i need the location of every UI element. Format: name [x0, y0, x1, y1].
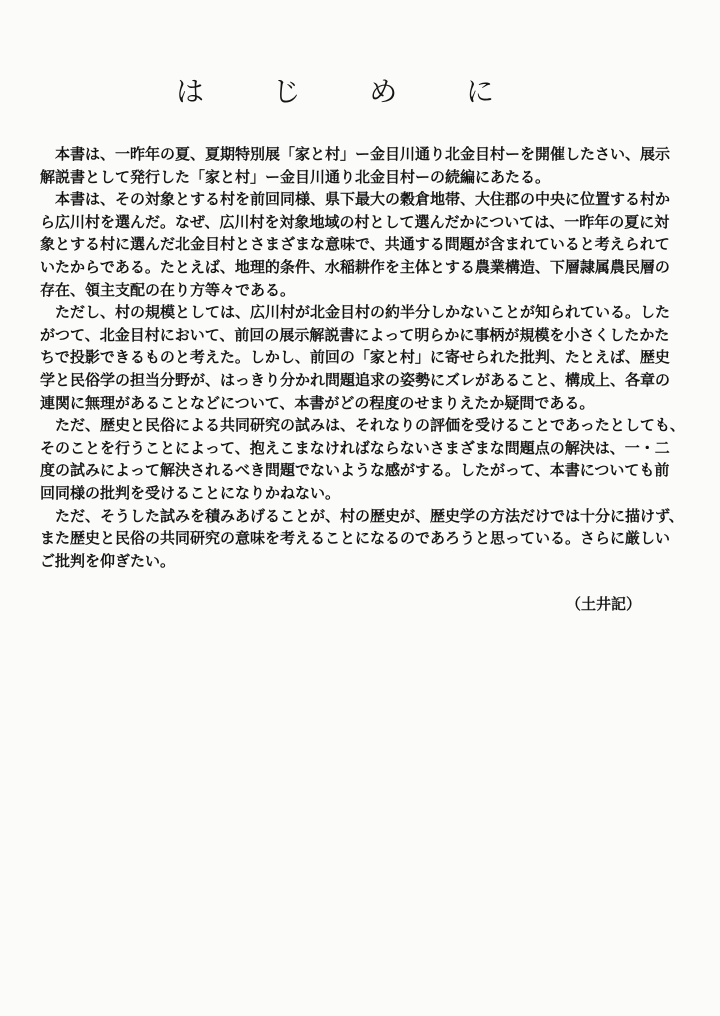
text-line: 度の試みによって解決されるべき問題でないような感がする。したがって、本書についても前	[40, 461, 670, 480]
paragraph-1	[40, 143, 696, 188]
text-line: ただ、そうした試みを積みあげることが、村の歴史が、歴史学の方法だけでは十分に描けず、	[55, 506, 684, 525]
text-line: 本書は、一昨年の夏、夏期特別展「家と村」ー金目川通り北金目村ーを開催したさい、展示	[55, 145, 671, 163]
paragraph-2	[40, 188, 696, 301]
paragraph-3	[40, 301, 696, 414]
text-line: ご批判を仰ぎたい。	[40, 551, 176, 570]
text-line: そのことを行うことによって、抱えこまなければならないさまざまな問題点の解決は、一・二	[40, 438, 670, 457]
title-char: じ	[272, 75, 301, 108]
text-line: ら広川村を選んだ。なぜ、広川村を対象地域の村として選んだかについては、一昨年の夏に対	[40, 212, 670, 231]
text-line: がつて、北金目村において、前回の展示解説書によって明らかに事柄が規模を小さくしたかた	[40, 325, 670, 344]
text-line: いたからである。たとえば、地理的条件、水稲耕作を主体とする農業構造、下層隷属農民層の	[40, 257, 670, 276]
text-line: 学と民俗学の担当分野が、はっきり分かれ問題追求の姿勢にズレがあること、構成上、各章の	[40, 370, 671, 389]
title-char: め	[369, 75, 398, 108]
paragraph-4	[40, 414, 696, 504]
text-line: 象とする村に選んだ北金目村とさまざまな意味で、共通する問題が含まれていると考えられて	[40, 235, 670, 254]
text-line: 本書は、その対象とする村を前回同様、県下最大の穀倉地帯、大住郡の中央に位置する村か	[55, 190, 671, 209]
text-line: ただ、歴史と民俗による共同研究の試みは、それなりの評価を受けることであったとしても、	[55, 416, 685, 435]
text-line: ただし、村の規模としては、広川村が北金目村の約半分しかないことが知られている。した	[55, 303, 671, 322]
text-line: 解説書として発行した「家と村」ー金目川通り北金目村ーの続編にあたる。	[40, 167, 551, 186]
text-line: 回同様の批判を受けることになりかねない。	[40, 483, 341, 502]
title-char: に	[465, 75, 494, 108]
paragraph-5	[40, 505, 696, 573]
page-title	[170, 70, 500, 110]
author-signature: （土井記）	[566, 595, 642, 613]
title-char: は	[175, 75, 204, 108]
text-line: また歴史と民俗の共同研究の意味を考えることになるのであろうと思っている。さらに厳しい	[40, 529, 671, 548]
text-line: ちで投影できるものと考えた。しかし、前回の「家と村」に寄せられた批判、たとえば、歴史	[40, 348, 670, 367]
body-text	[40, 143, 696, 572]
text-line: 連関に無理があることなどについて、本書がどの程度のせまりえたか疑問である。	[40, 393, 595, 412]
text-line: 存在、領主支配の在り方等々である。	[40, 280, 296, 299]
